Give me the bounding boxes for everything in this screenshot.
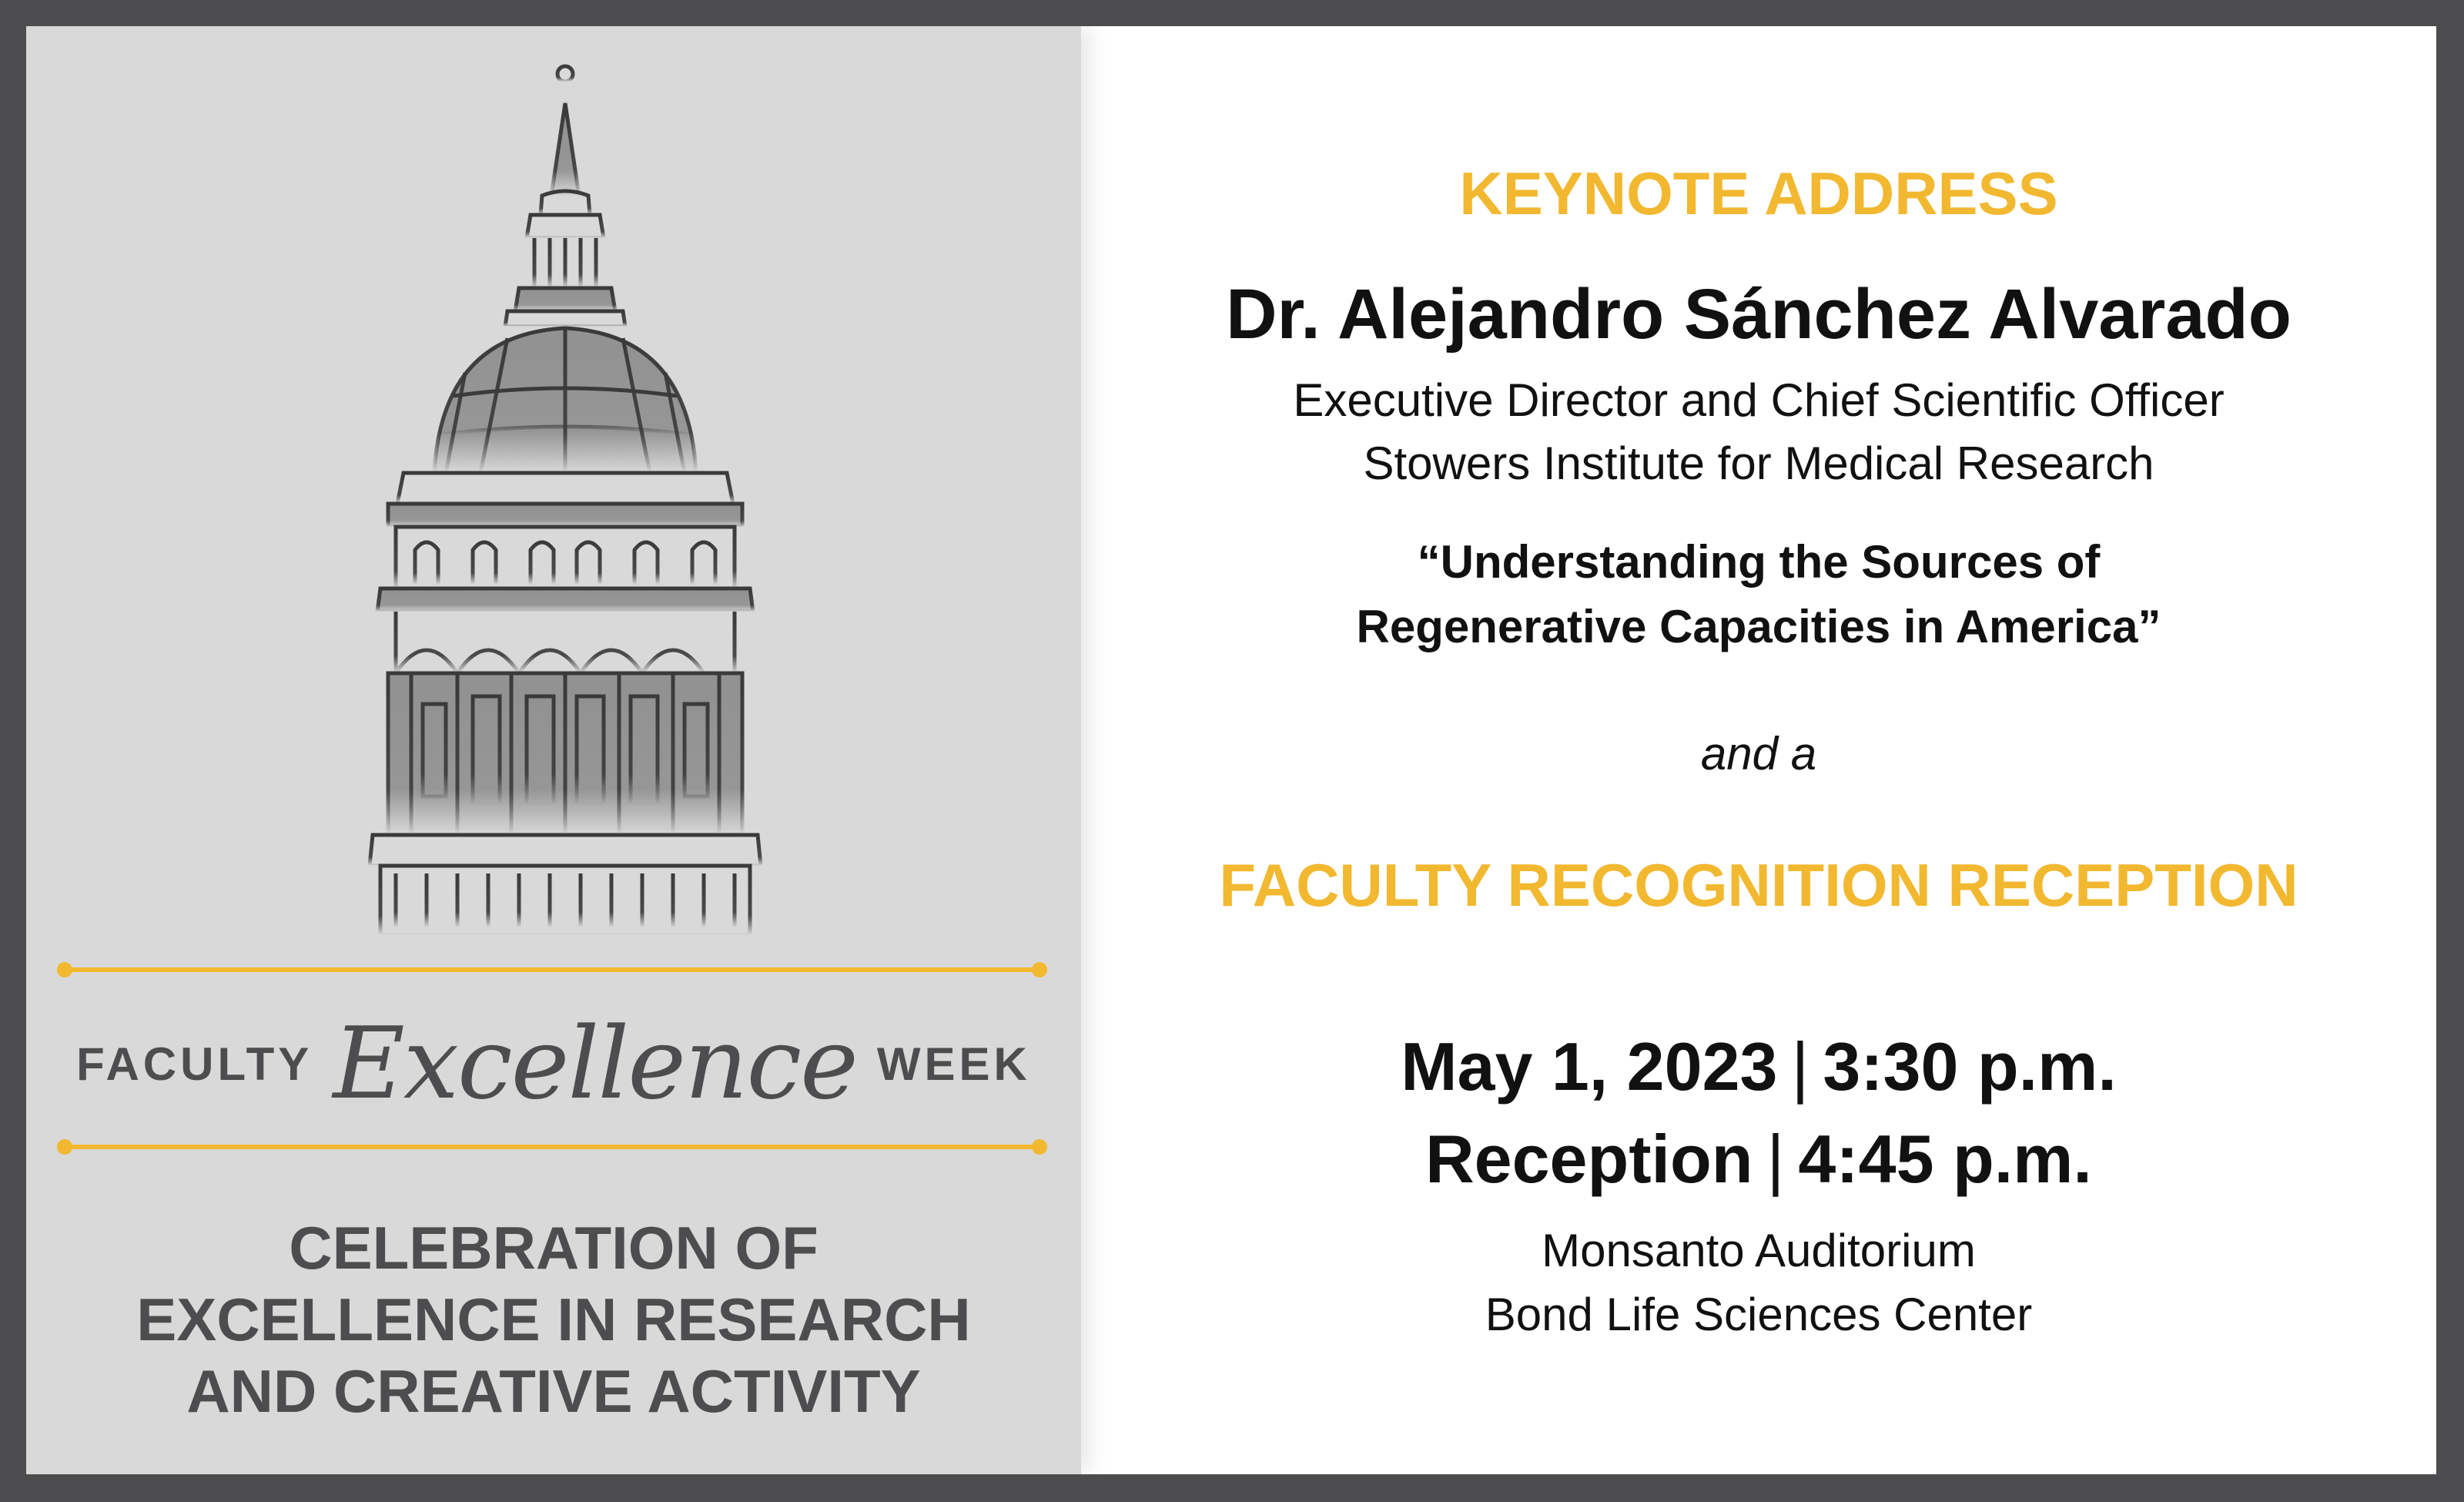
event-date: May 1, 2023 [1401,1028,1778,1105]
invitation-card [26,26,2436,1474]
reception-heading: FACULTY RECOGNITION RECEPTION [1219,851,2298,919]
celebration-line: AND CREATIVE ACTIVITY [186,1357,921,1425]
dome-illustration [311,57,819,966]
speaker-name: Dr. Alejandro Sánchez Alvarado [1226,275,2292,354]
talk-title-line-1: “Understanding the Sources of [1417,536,2101,588]
venue-building: Bond Life Sciences Center [1485,1289,2033,1340]
reception-datetime [1081,1120,2436,1199]
faculty-excellence-week-logo [26,998,1081,1129]
keynote-heading: KEYNOTE ADDRESS [1459,159,2058,227]
venue-room: Monsanto Auditorium [1542,1225,1976,1276]
left-panel [26,26,1081,1474]
reception-time: 4:45 p.m. [1798,1121,2092,1197]
right-panel [1081,26,2436,1474]
gold-divider-bottom [65,1145,1040,1149]
speaker-title: Executive Director and Chief Scientific Officer [1293,374,2225,426]
celebration-line: EXCELLENCE IN RESEARCH [136,1286,971,1353]
keynote-time: 3:30 p.m. [1823,1028,2117,1105]
connector-text: and a [1700,728,1817,779]
celebration-heading [26,1212,1081,1427]
keynote-datetime [1081,1028,2436,1106]
gold-divider-top [65,967,1040,972]
week-prefix: FACULTY [76,1038,313,1090]
talk-title-line-2: Regenerative Capacities in America” [1356,601,2161,652]
celebration-line: CELEBRATION OF [289,1214,819,1282]
week-suffix: WEEK [876,1038,1031,1090]
separator: | [1766,1121,1785,1197]
separator: | [1791,1028,1810,1105]
speaker-organization: Stowers Institute for Medical Research [1363,438,2154,489]
reception-label: Reception [1425,1121,1753,1197]
week-script-word: Excellence [333,1006,857,1121]
